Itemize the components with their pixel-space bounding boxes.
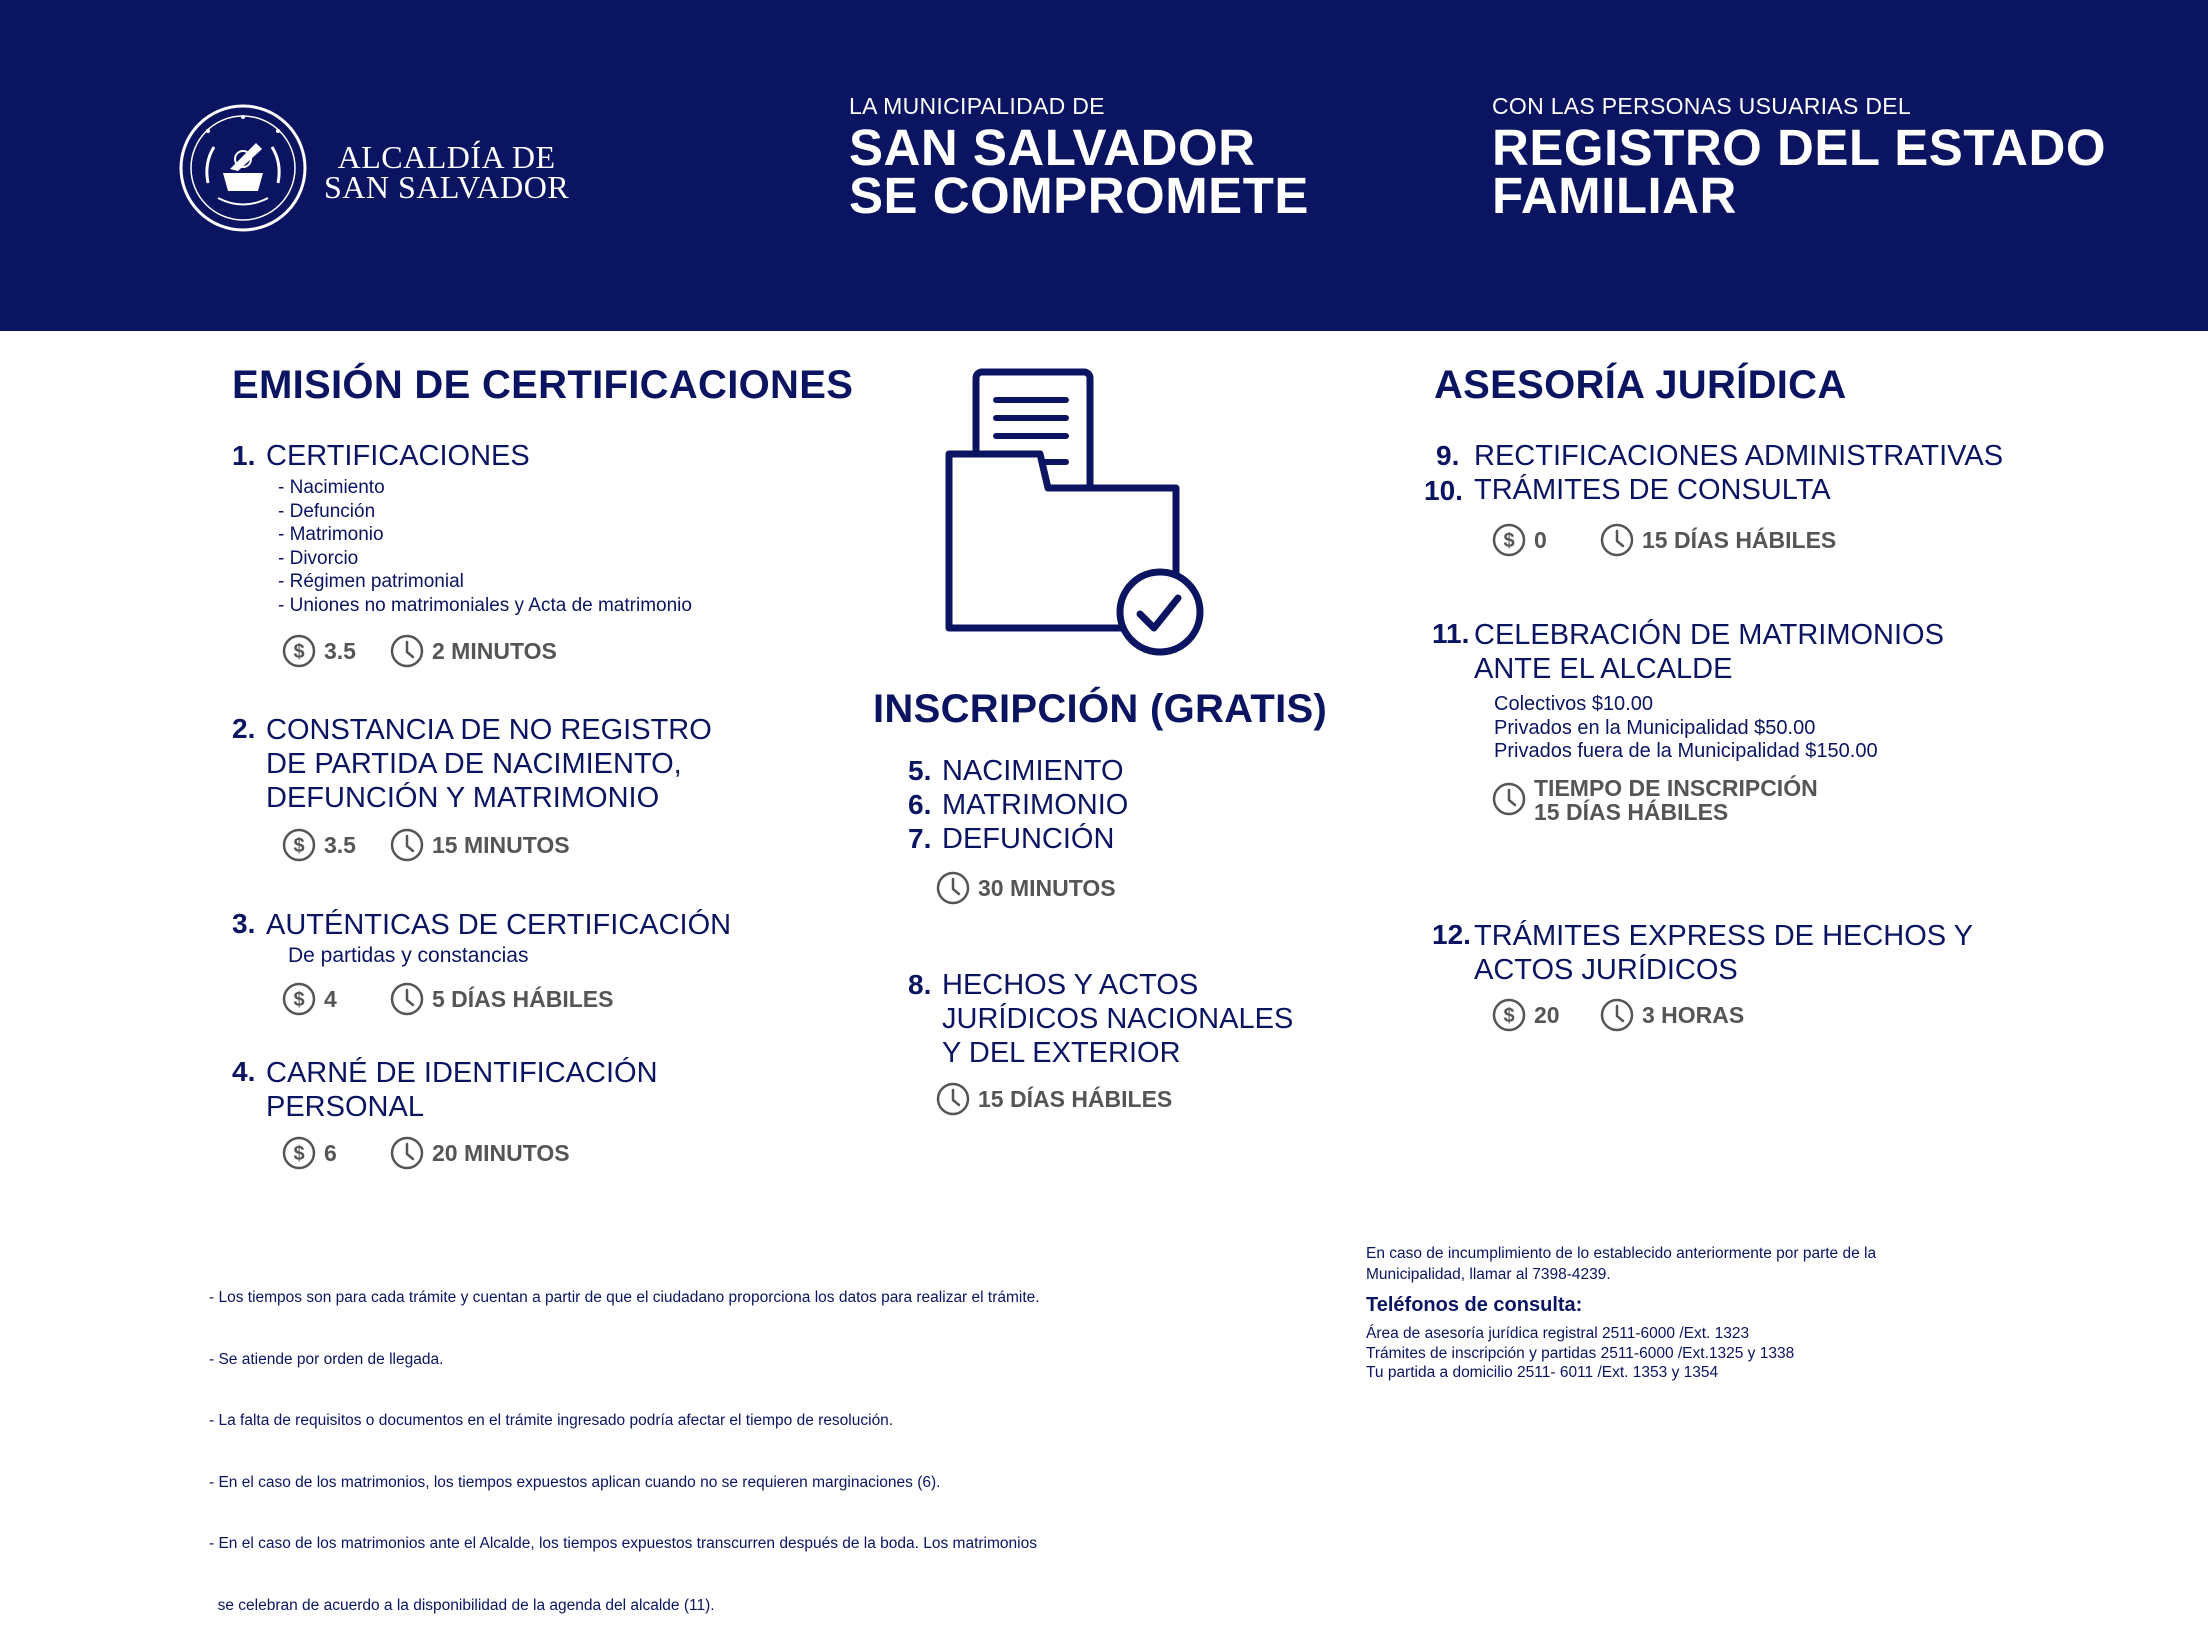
phone-line: Trámites de inscripción y partidas 2511-6000 /Ext.1325 y 1338 bbox=[1366, 1344, 1795, 1362]
autenticas-sub: De partidas y constancias bbox=[288, 944, 529, 967]
time-value: 15 DÍAS HÁBILES bbox=[978, 1085, 1173, 1112]
celebracion-line2: ANTE EL ALCALDE bbox=[1474, 653, 1733, 685]
dollar-circle-icon bbox=[282, 1136, 316, 1170]
time-value: 15 MINUTOS bbox=[432, 831, 570, 858]
contact-line1: En caso de incumplimiento de lo establecido anteriormente por parte de la bbox=[1366, 1245, 1877, 1262]
hechos-line1: HECHOS Y ACTOS bbox=[942, 969, 1199, 1001]
certificaciones-subitems bbox=[278, 476, 692, 617]
cost-badge bbox=[1492, 522, 1547, 558]
footnote: - En el caso de los matrimonios, los tiempos expuestos aplican cuando no se requieren marginaciones (6). bbox=[209, 1473, 941, 1491]
footnote: - La falta de requisitos o documentos en el trámite ingresado podría afectar el tiempo de resolución. bbox=[209, 1412, 894, 1429]
clock-icon bbox=[390, 982, 424, 1016]
dollar-circle-icon bbox=[282, 982, 316, 1016]
time-badge bbox=[390, 827, 570, 863]
inscripcion-title: INSCRIPCIÓN (GRATIS) bbox=[873, 687, 1328, 731]
time-badge bbox=[390, 981, 613, 1017]
clock-icon bbox=[390, 828, 424, 862]
celebracion-line1: CELEBRACIÓN DE MATRIMONIOS bbox=[1474, 619, 1944, 651]
footnote: - En el caso de los matrimonios ante el Alcalde, los tiempos expuestos transcurren después de la boda. Los matrimonios bbox=[209, 1535, 1037, 1552]
cost-value: 6 bbox=[324, 1139, 337, 1166]
autenticas-label: AUTÉNTICAS DE CERTIFICACIÓN bbox=[266, 909, 732, 941]
header-right-line2: FAMILIAR bbox=[1492, 167, 1737, 224]
footnote: - Los tiempos son para cada trámite y cuentan a partir de que el ciudadano proporciona los datos para realizar el trámite. bbox=[209, 1289, 1040, 1306]
time-value: 30 MINUTOS bbox=[978, 874, 1116, 901]
clock-icon bbox=[936, 1082, 970, 1116]
hechos-line2: JURÍDICOS NACIONALES bbox=[942, 1003, 1294, 1035]
svg-text:$: $ bbox=[293, 641, 305, 663]
clock-icon bbox=[390, 634, 424, 668]
cost-value: 3.5 bbox=[324, 637, 356, 664]
carne-line2: PERSONAL bbox=[266, 1091, 424, 1123]
price-line: Privados fuera de la Municipalidad $150.00 bbox=[1494, 740, 1878, 762]
cost-badge bbox=[1492, 997, 1560, 1033]
carne-line1: CARNÉ DE IDENTIFICACIÓN bbox=[266, 1057, 658, 1089]
item-number: 11. bbox=[1432, 618, 1470, 649]
subitem: - Uniones no matrimoniales y Acta de matrimonio bbox=[278, 594, 692, 616]
header-right-small: CON LAS PERSONAS USUARIAS DEL bbox=[1492, 93, 1911, 119]
header-center-small: LA MUNICIPALIDAD DE bbox=[849, 93, 1105, 119]
clock-icon bbox=[1492, 782, 1526, 816]
phones-list bbox=[1366, 1324, 1794, 1383]
time-badge bbox=[1600, 997, 1744, 1033]
svg-text:$: $ bbox=[1503, 1005, 1515, 1027]
nacimiento-label: NACIMIENTO bbox=[942, 755, 1124, 787]
time-value: 20 MINUTOS bbox=[432, 1139, 570, 1166]
logo-line2: SAN SALVADOR bbox=[324, 169, 570, 205]
constancia-line1: CONSTANCIA DE NO REGISTRO bbox=[266, 714, 712, 746]
subitem: - Defunción bbox=[278, 500, 376, 522]
item-number: 9. bbox=[1436, 440, 1460, 471]
subitem: - Régimen patrimonial bbox=[278, 571, 464, 592]
time-value: 5 DÍAS HÁBILES bbox=[432, 985, 614, 1012]
clock-icon bbox=[1600, 998, 1634, 1032]
celebracion-label bbox=[1474, 618, 1944, 686]
time-value: 3 HORAS bbox=[1642, 1001, 1745, 1028]
cost-value: 20 bbox=[1534, 1001, 1560, 1028]
item-number: 8. bbox=[908, 969, 932, 1000]
dollar-circle-icon bbox=[1492, 523, 1526, 557]
time-badge bbox=[936, 1081, 1172, 1117]
celebracion-prices bbox=[1494, 693, 1878, 764]
carne-label bbox=[266, 1056, 658, 1124]
svg-text:$: $ bbox=[293, 835, 305, 857]
cost-badge bbox=[282, 827, 356, 863]
clock-icon bbox=[390, 1136, 424, 1170]
item-number: 1. bbox=[232, 440, 256, 471]
express-label bbox=[1474, 919, 1973, 987]
time-badge bbox=[936, 870, 1116, 906]
subitem: - Matrimonio bbox=[278, 524, 384, 545]
emision-title: EMISIÓN DE CERTIFICACIONES bbox=[232, 363, 854, 407]
time-value: 15 DÍAS HÁBILES bbox=[1534, 799, 1729, 825]
clock-icon bbox=[936, 871, 970, 905]
time-badge bbox=[390, 1135, 570, 1171]
time-badge bbox=[1600, 522, 1836, 558]
time-badge bbox=[390, 633, 557, 669]
footnote: - Se atiende por orden de llegada. bbox=[209, 1350, 444, 1368]
folder-check-icon bbox=[940, 368, 1210, 658]
express-line1: TRÁMITES EXPRESS DE HECHOS Y bbox=[1474, 920, 1974, 952]
subitem: - Nacimiento bbox=[278, 477, 385, 498]
municipal-seal-icon bbox=[178, 103, 308, 233]
item-number: 2. bbox=[232, 713, 256, 744]
contact-notice bbox=[1366, 1244, 1876, 1285]
cost-value: 0 bbox=[1534, 526, 1547, 553]
constancia-line2: DE PARTIDA DE NACIMIENTO, bbox=[266, 748, 682, 780]
header-right-title bbox=[1492, 119, 2107, 224]
svg-text:$: $ bbox=[293, 989, 305, 1011]
contact-line2: Municipalidad, llamar al 7398-4239. bbox=[1366, 1265, 1611, 1283]
time-value: 15 DÍAS HÁBILES bbox=[1642, 526, 1837, 553]
dollar-circle-icon bbox=[282, 828, 316, 862]
footnote: se celebran de acuerdo a la disponibilidad de la agenda del alcalde (11). bbox=[209, 1596, 715, 1614]
footnotes bbox=[209, 1247, 1040, 1637]
cost-value: 3.5 bbox=[324, 831, 356, 858]
hechos-line3: Y DEL EXTERIOR bbox=[942, 1037, 1181, 1069]
asesoria-title: ASESORÍA JURÍDICA bbox=[1434, 363, 1847, 407]
cost-badge bbox=[282, 633, 356, 669]
svg-text:$: $ bbox=[293, 1143, 305, 1165]
rectificaciones-label: RECTIFICACIONES ADMINISTRATIVAS bbox=[1474, 440, 2004, 472]
cost-badge bbox=[282, 1135, 337, 1171]
price-line: Colectivos $10.00 bbox=[1494, 693, 1653, 715]
constancia-label bbox=[266, 713, 712, 815]
cost-badge bbox=[282, 981, 337, 1017]
consulta-label: TRÁMITES DE CONSULTA bbox=[1474, 474, 1831, 506]
time-label: TIEMPO DE INSCRIPCIÓN bbox=[1534, 775, 1818, 801]
header-right-line1: REGISTRO DEL ESTADO bbox=[1492, 119, 2107, 176]
inscription-time bbox=[1534, 776, 1818, 824]
item-number: 7. bbox=[908, 823, 932, 854]
cost-value: 4 bbox=[324, 985, 337, 1012]
header-center-line2: SE COMPROMETE bbox=[849, 167, 1309, 224]
logo-text bbox=[324, 139, 570, 205]
dollar-circle-icon bbox=[282, 634, 316, 668]
header-banner bbox=[0, 0, 2208, 331]
item-number: 6. bbox=[908, 789, 932, 820]
clock-icon bbox=[1600, 523, 1634, 557]
dollar-circle-icon bbox=[1492, 998, 1526, 1032]
time-value: 2 MINUTOS bbox=[432, 637, 557, 664]
phone-line: Área de asesoría jurídica registral 2511-6000 /Ext. 1323 bbox=[1366, 1325, 1750, 1342]
item-number: 3. bbox=[232, 908, 256, 939]
svg-text:$: $ bbox=[1503, 530, 1515, 552]
item-number: 12. bbox=[1432, 919, 1471, 950]
phones-title: Teléfonos de consulta: bbox=[1366, 1294, 1583, 1316]
certificaciones-label: CERTIFICACIONES bbox=[266, 440, 530, 472]
constancia-line3: DEFUNCIÓN Y MATRIMONIO bbox=[266, 782, 660, 814]
subitem: - Divorcio bbox=[278, 547, 359, 569]
item-number: 5. bbox=[908, 755, 932, 786]
header-center-title bbox=[849, 119, 1309, 224]
defuncion-label: DEFUNCIÓN bbox=[942, 823, 1115, 855]
price-line: Privados en la Municipalidad $50.00 bbox=[1494, 716, 1816, 739]
item-number: 4. bbox=[232, 1056, 256, 1087]
matrimonio-label: MATRIMONIO bbox=[942, 789, 1129, 821]
phone-line: Tu partida a domicilio 2511- 6011 /Ext. 1353 y 1354 bbox=[1366, 1364, 1719, 1381]
logo-line1: ALCALDÍA DE bbox=[337, 139, 556, 175]
header-center-line1: SAN SALVADOR bbox=[849, 119, 1256, 176]
item-number: 10. bbox=[1424, 475, 1463, 506]
express-line2: ACTOS JURÍDICOS bbox=[1474, 954, 1738, 986]
hechos-label bbox=[942, 968, 1293, 1070]
